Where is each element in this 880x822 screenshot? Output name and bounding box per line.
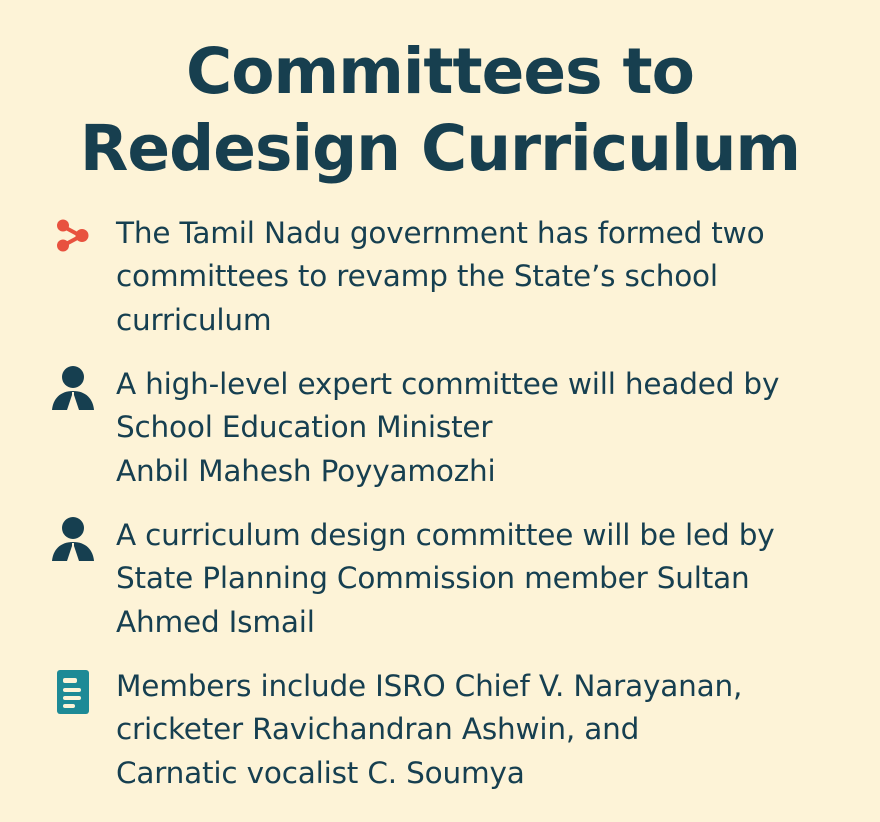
list-item-line: Carnatic vocalist C. Soumya — [116, 755, 525, 790]
list-item — [46, 210, 852, 343]
list-item-line: The Tamil Nadu government has formed two — [116, 215, 765, 250]
list-item — [46, 663, 852, 796]
list-item-text — [116, 210, 764, 343]
list-item-line: State Planning Commission member Sultan — [116, 561, 750, 596]
list-item-line: Anbil Mahesh Poyyamozhi — [116, 454, 496, 488]
list-item-line: School Education Minister — [116, 410, 493, 445]
person-in-suit-icon — [46, 512, 100, 566]
list-item-text — [116, 361, 779, 494]
list-item — [46, 361, 852, 494]
list-item — [46, 512, 852, 645]
person-in-suit-icon — [46, 361, 100, 415]
list-item-text — [116, 512, 775, 645]
document-list-icon — [46, 663, 100, 717]
share-nodes-icon — [46, 210, 100, 264]
page-title — [28, 34, 852, 188]
list-item-line: Ahmed Ismail — [116, 604, 315, 639]
page-title-line-1: Committees to — [186, 35, 694, 108]
bullet-list — [28, 210, 852, 796]
list-item-line: cricketer Ravichandran Ashwin, and — [116, 712, 640, 747]
list-item-line: curriculum — [116, 303, 272, 338]
list-item-line: A high-level expert committee will headed by — [116, 366, 780, 401]
list-item-line: A curriculum design committee will be led by — [116, 517, 775, 552]
list-item-text — [116, 663, 742, 796]
list-item-line: Members include ISRO Chief V. Narayanan, — [116, 668, 743, 703]
list-item-line: committees to revamp the State’s school — [116, 259, 718, 294]
page-title-line-2: Redesign Curriculum — [79, 111, 801, 185]
